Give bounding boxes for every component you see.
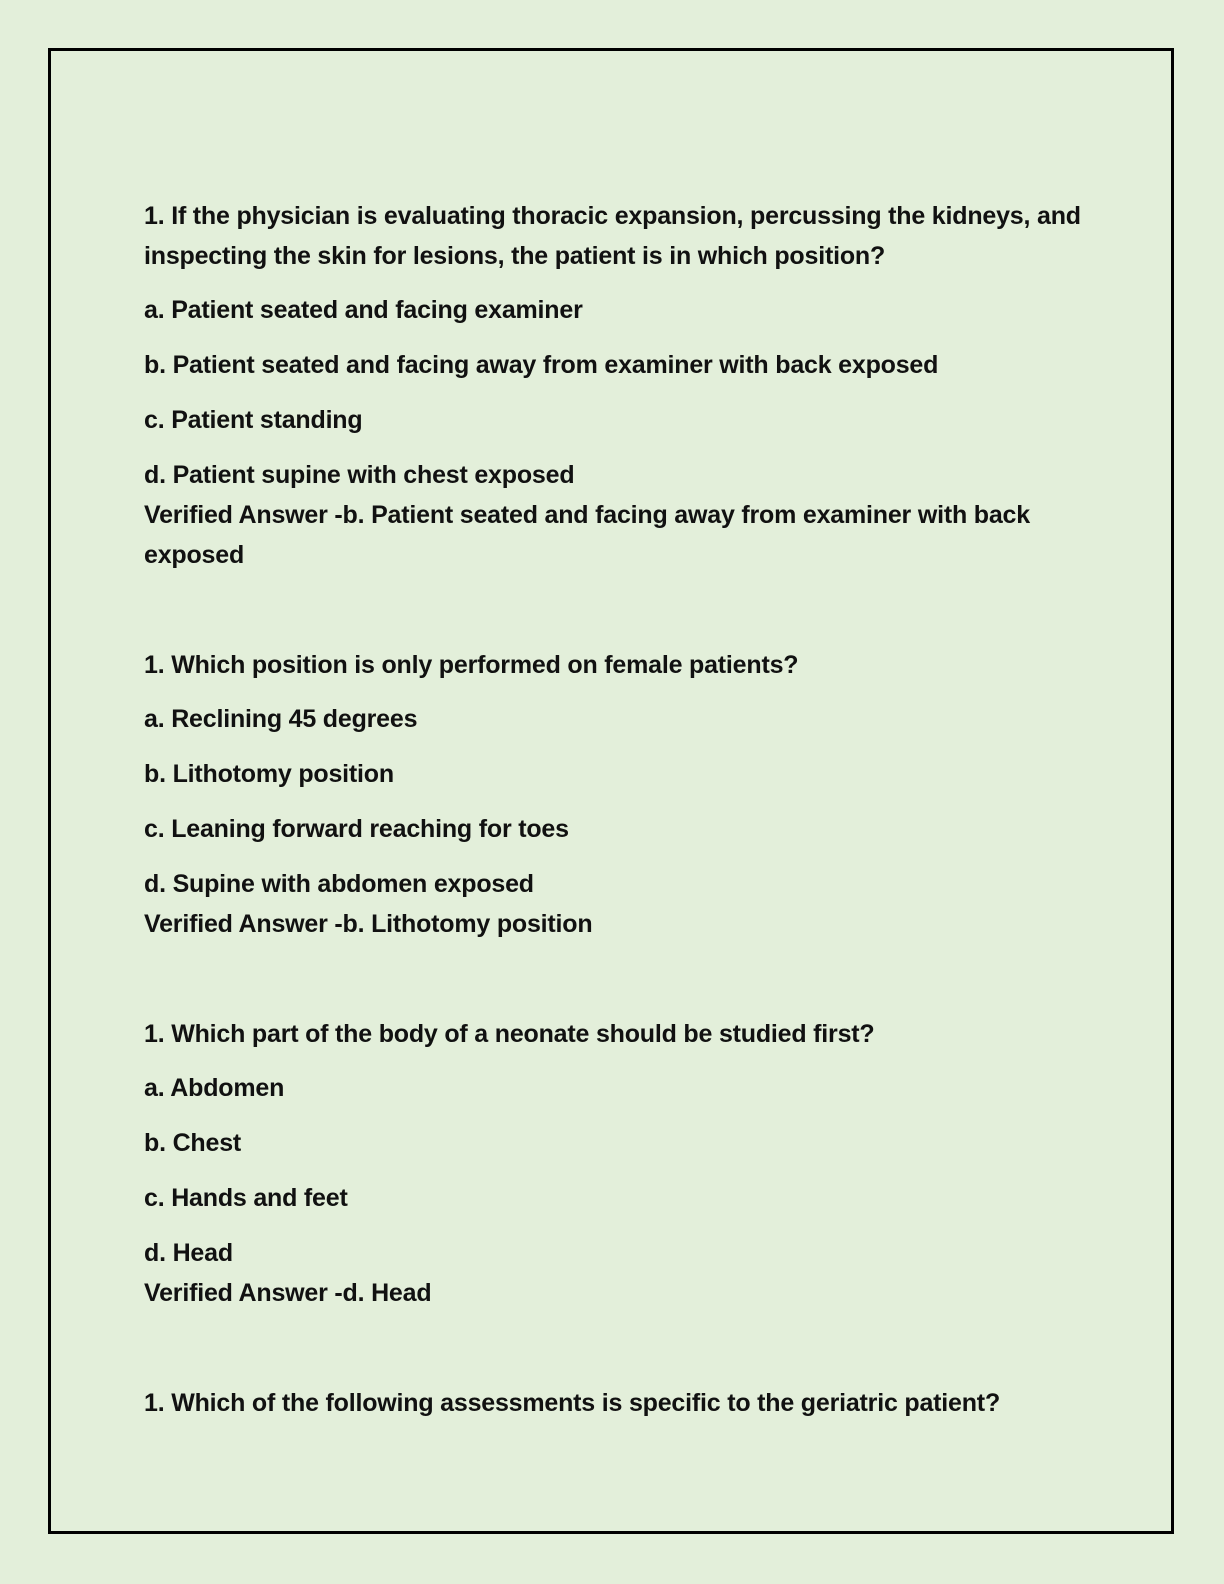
option-c: c. Hands and feet bbox=[144, 1184, 348, 1212]
document-content bbox=[144, 196, 1084, 1437]
option-a: a. Patient seated and facing examiner bbox=[144, 296, 583, 324]
verified-answer: Verified Answer -b. Patient seated and facing away from examiner with back exposed bbox=[144, 501, 1030, 569]
question-text: 1. Which part of the body of a neonate should be studied first? bbox=[144, 1020, 875, 1048]
option-a: a. Abdomen bbox=[144, 1074, 285, 1102]
question-text: 1. Which of the following assessments is specific to the geriatric patient? bbox=[144, 1389, 1001, 1417]
question-block-1 bbox=[144, 196, 1084, 575]
question-text: 1. If the physician is evaluating thoracic expansion, percussing the kidneys, and inspecting the skin for lesions, the patient is in which position? bbox=[144, 202, 1081, 270]
option-b: b. Chest bbox=[144, 1129, 242, 1157]
verified-answer: Verified Answer -d. Head bbox=[144, 1279, 432, 1307]
option-d: d. Supine with abdomen exposed bbox=[144, 870, 534, 898]
question-spacer bbox=[144, 944, 1084, 1014]
option-b: b. Patient seated and facing away from examiner with back exposed bbox=[144, 351, 939, 379]
question-block-4 bbox=[144, 1383, 1084, 1423]
question-block-2 bbox=[144, 645, 1084, 944]
option-c: c. Leaning forward reaching for toes bbox=[144, 815, 569, 843]
question-spacer bbox=[144, 1313, 1084, 1383]
question-block-3 bbox=[144, 1014, 1084, 1313]
verified-answer: Verified Answer -b. Lithotomy position bbox=[144, 910, 593, 938]
option-d: d. Head bbox=[144, 1239, 233, 1267]
question-spacer bbox=[144, 575, 1084, 645]
option-d: d. Patient supine with chest exposed bbox=[144, 461, 575, 489]
option-a: a. Reclining 45 degrees bbox=[144, 705, 418, 733]
option-b: b. Lithotomy position bbox=[144, 760, 394, 788]
question-text: 1. Which position is only performed on female patients? bbox=[144, 651, 799, 679]
option-c: c. Patient standing bbox=[144, 406, 363, 434]
